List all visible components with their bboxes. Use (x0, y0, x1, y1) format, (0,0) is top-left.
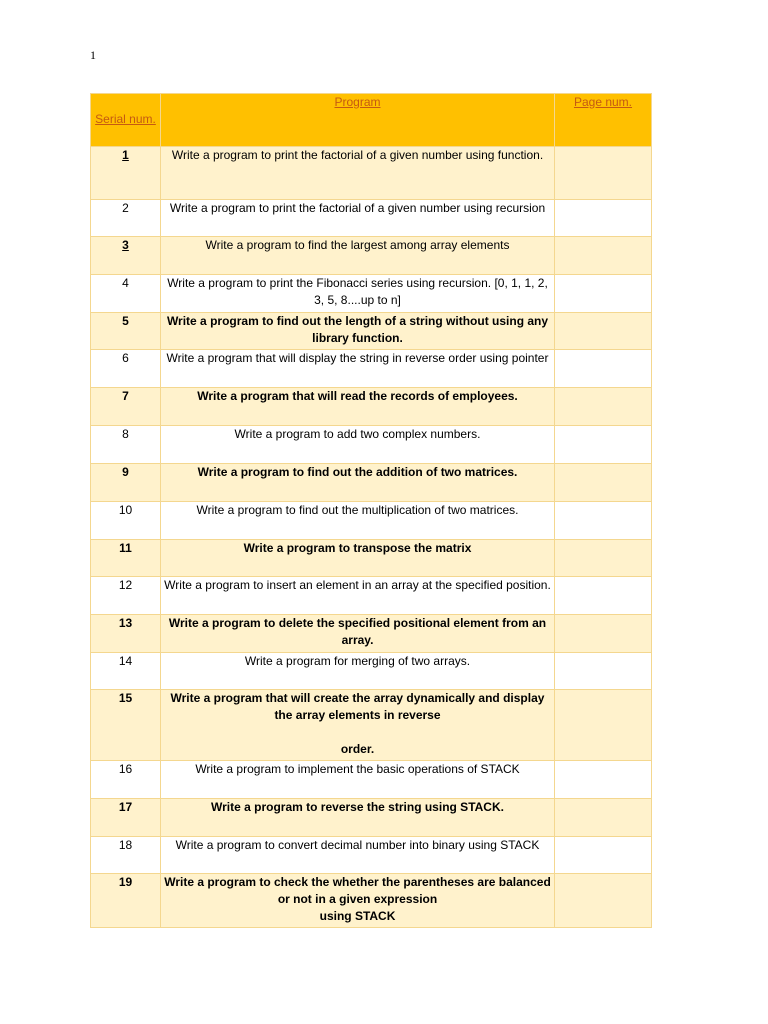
program-cell: Write a program to find out the multiplication of two matrices. (161, 502, 555, 540)
table-row (91, 540, 652, 577)
table-row (91, 388, 652, 426)
serial-cell: 1 (91, 147, 161, 200)
program-list-table (90, 93, 652, 928)
serial-cell: 3 (91, 237, 161, 275)
program-cell: Write a program to reverse the string using STACK. (161, 799, 555, 837)
table-row (91, 200, 652, 237)
table-row (91, 313, 652, 350)
serial-cell: 5 (91, 313, 161, 350)
program-cell: Write a program that will create the array dynamically and display the array elements in reverse order. (161, 690, 555, 761)
program-cell: Write a program to implement the basic operations of STACK (161, 761, 555, 799)
serial-cell: 16 (91, 761, 161, 799)
program-cell: Write a program to print the Fibonacci series using recursion. [0, 1, 1, 2, 3, 5, 8....up to n] (161, 275, 555, 313)
serial-cell: 6 (91, 350, 161, 388)
serial-cell: 9 (91, 464, 161, 502)
table-row (91, 874, 652, 928)
page-cell (555, 350, 652, 388)
serial-cell: 12 (91, 577, 161, 615)
table-row (91, 464, 652, 502)
page-cell (555, 653, 652, 690)
serial-cell: 18 (91, 837, 161, 874)
page-cell (555, 761, 652, 799)
header-program: Program (161, 94, 555, 147)
table-row (91, 690, 652, 761)
program-cell: Write a program to find the largest among array elements (161, 237, 555, 275)
table-header-row (91, 94, 652, 147)
table-row (91, 761, 652, 799)
serial-cell: 13 (91, 615, 161, 653)
table-row (91, 350, 652, 388)
serial-cell: 17 (91, 799, 161, 837)
table-row (91, 837, 652, 874)
program-cell: Write a program that will display the string in reverse order using pointer (161, 350, 555, 388)
serial-cell: 10 (91, 502, 161, 540)
program-cell: Write a program to check the whether the parentheses are balanced or not in a given expression using STACK (161, 874, 555, 928)
table-row (91, 653, 652, 690)
serial-cell: 8 (91, 426, 161, 464)
page-cell (555, 464, 652, 502)
table-row (91, 147, 652, 200)
page-cell (555, 799, 652, 837)
page-cell (555, 540, 652, 577)
header-serial: Serial num. (91, 94, 161, 147)
serial-cell: 4 (91, 275, 161, 313)
program-cell: Write a program to transpose the matrix (161, 540, 555, 577)
program-cell: Write a program to convert decimal number into binary using STACK (161, 837, 555, 874)
page-cell (555, 275, 652, 313)
page-cell (555, 388, 652, 426)
page-cell (555, 615, 652, 653)
page-number: 1 (90, 48, 96, 62)
table-row (91, 237, 652, 275)
serial-cell: 19 (91, 874, 161, 928)
page-cell (555, 237, 652, 275)
page-cell (555, 147, 652, 200)
table-row (91, 799, 652, 837)
page-cell (555, 200, 652, 237)
table-row (91, 615, 652, 653)
page-cell (555, 577, 652, 615)
table-row (91, 502, 652, 540)
page-cell (555, 313, 652, 350)
header-page: Page num. (555, 94, 652, 147)
page-cell (555, 690, 652, 761)
program-cell: Write a program that will read the records of employees. (161, 388, 555, 426)
page-cell (555, 837, 652, 874)
page-cell (555, 502, 652, 540)
program-cell: Write a program to add two complex numbers. (161, 426, 555, 464)
serial-cell: 15 (91, 690, 161, 761)
program-cell: Write a program to find out the length of a string without using any library function. (161, 313, 555, 350)
table-row (91, 275, 652, 313)
serial-cell: 11 (91, 540, 161, 577)
page-cell (555, 874, 652, 928)
program-cell: Write a program to insert an element in an array at the specified position. (161, 577, 555, 615)
program-cell: Write a program for merging of two arrays. (161, 653, 555, 690)
program-cell: Write a program to print the factorial of a given number using recursion (161, 200, 555, 237)
table-row (91, 577, 652, 615)
serial-cell: 14 (91, 653, 161, 690)
serial-cell: 7 (91, 388, 161, 426)
table-row (91, 426, 652, 464)
page-cell (555, 426, 652, 464)
program-cell: Write a program to print the factorial of a given number using function. (161, 147, 555, 200)
program-cell: Write a program to delete the specified positional element from an array. (161, 615, 555, 653)
serial-cell: 2 (91, 200, 161, 237)
program-cell: Write a program to find out the addition of two matrices. (161, 464, 555, 502)
